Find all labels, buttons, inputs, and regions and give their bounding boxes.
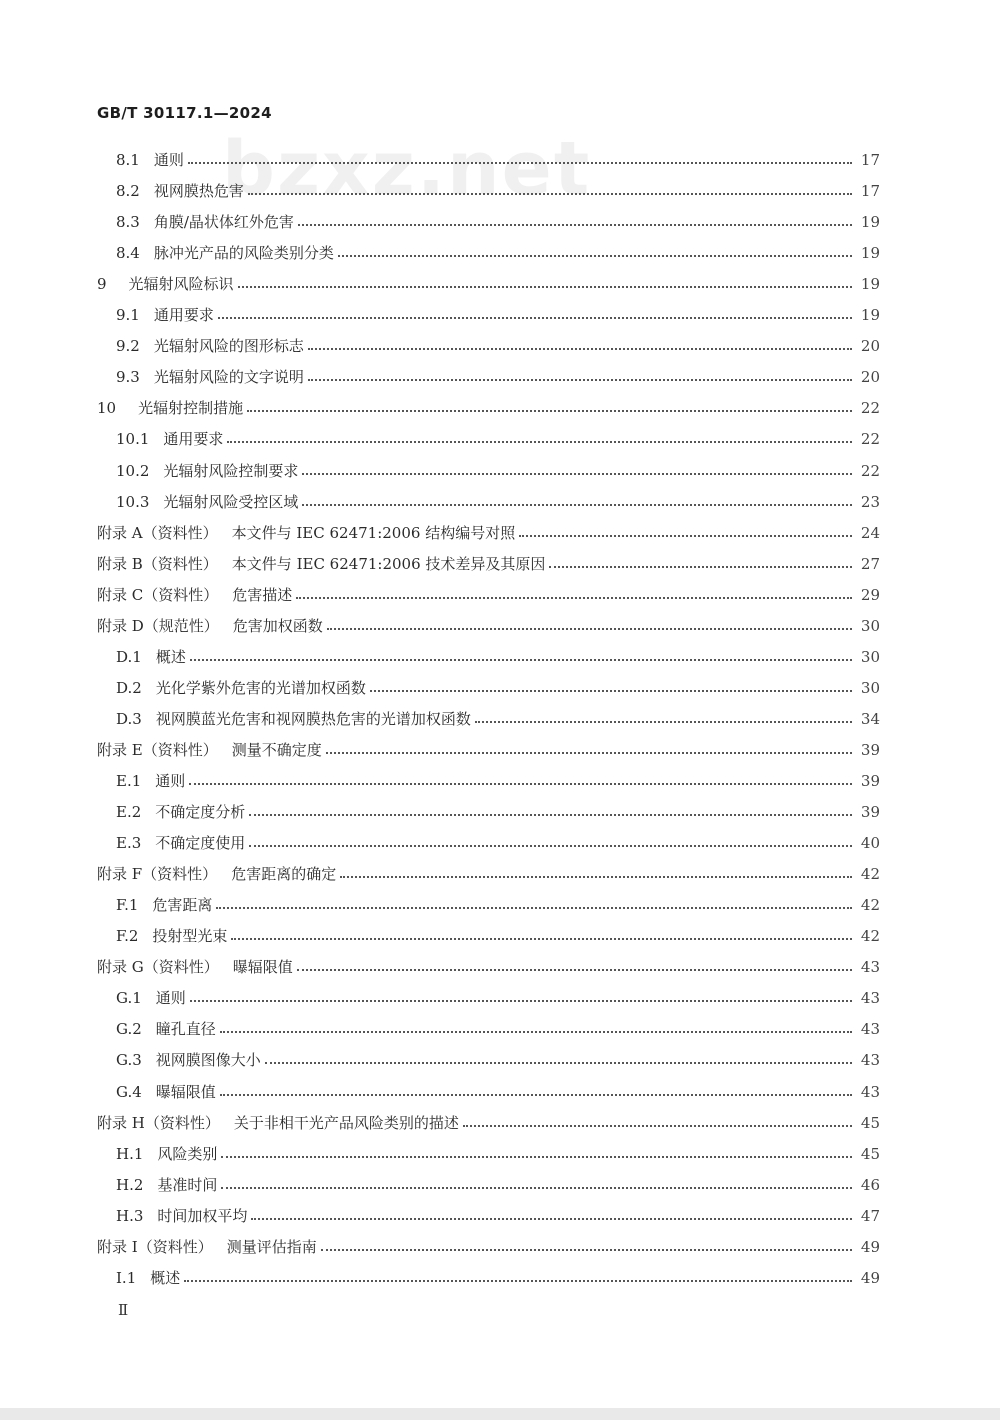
toc-entry-number: 附录 B（资料性）: [97, 554, 218, 573]
toc-entry-number: 附录 C（资料性）: [97, 585, 219, 604]
toc-entry-title: 风险类别: [157, 1144, 218, 1163]
toc-entry-page: 22: [860, 430, 880, 449]
toc-entry-title: 光辐射控制措施: [138, 399, 244, 418]
toc-entry-number: 9.2: [116, 337, 140, 356]
toc-entry[interactable]: [116, 1077, 880, 1108]
toc-entry[interactable]: [116, 300, 880, 331]
toc-entry[interactable]: [116, 797, 880, 828]
dot-leader: [549, 549, 852, 580]
toc-entry[interactable]: [116, 362, 880, 393]
toc-entry-number: 10.3: [116, 492, 150, 511]
toc-entry-number: H.2: [116, 1175, 144, 1194]
toc-entry-title: 光辐射风险标识: [128, 275, 234, 294]
toc-entry-title: 光辐射风险控制要求: [163, 461, 299, 480]
toc-entry-page: 19: [860, 275, 880, 294]
toc-entry[interactable]: [116, 487, 880, 518]
toc-entry-title: 视网膜蓝光危害和视网膜热危害的光谱加权函数: [155, 709, 471, 728]
dot-leader: [249, 797, 852, 828]
toc-entry-title: 通则: [155, 989, 186, 1008]
dot-leader: [218, 300, 852, 331]
dot-leader: [184, 1263, 852, 1294]
dot-leader: [475, 704, 852, 735]
toc-entry-page: 49: [860, 1268, 880, 1287]
toc-entry-number: 附录 A（资料性）: [97, 523, 218, 542]
toc-entry-number: 8.3: [116, 213, 140, 232]
dot-leader: [220, 1014, 852, 1045]
dot-leader: [221, 1139, 852, 1170]
toc-entry-number: G.1: [116, 989, 142, 1008]
toc-entry-title: 基准时间: [157, 1175, 218, 1194]
toc-entry-title: 危害描述: [232, 585, 293, 604]
toc-entry-number: E.3: [116, 834, 142, 853]
toc-entry-page: 17: [860, 151, 880, 169]
toc-entry-page: 45: [860, 1144, 880, 1163]
toc-entry[interactable]: [97, 393, 880, 424]
toc-entry-page: 20: [860, 337, 880, 356]
toc-entry[interactable]: [116, 331, 880, 362]
toc-entry-title: 危害距离: [152, 896, 213, 915]
dot-leader: [265, 1045, 852, 1076]
dot-leader: [327, 611, 852, 642]
dot-leader: [302, 456, 852, 487]
toc-entry[interactable]: [116, 1201, 880, 1232]
toc-entry[interactable]: [97, 859, 880, 890]
toc-entry-title: 光辐射风险的文字说明: [153, 368, 304, 387]
dot-leader: [308, 362, 852, 393]
toc-entry-title: 光辐射风险的图形标志: [153, 337, 304, 356]
toc-entry-title: 概述: [155, 647, 186, 666]
toc-entry-title: 脉冲光产品的风险类别分类: [153, 244, 334, 263]
toc-entry-number: 9: [97, 275, 107, 294]
toc-entry-page: 30: [860, 616, 880, 635]
toc-entry-number: 10: [97, 399, 117, 418]
toc-entry-title: 视网膜热危害: [153, 182, 244, 201]
dot-leader: [227, 424, 852, 455]
toc-entry-title: 测量不确定度: [231, 740, 322, 759]
toc-entry-page: 17: [860, 182, 880, 201]
toc-entry-title: 通则: [153, 151, 184, 169]
toc-entry[interactable]: [97, 269, 880, 300]
toc-entry-number: 附录 H（资料性）: [97, 1113, 220, 1132]
toc-entry-number: D.1: [116, 647, 142, 666]
toc-entry-number: I.1: [116, 1268, 137, 1287]
toc-entry-title: 本文件与 IEC 62471:2006 结构编号对照: [231, 523, 516, 542]
toc-entry-number: E.1: [116, 772, 142, 790]
toc-entry-page: 19: [860, 213, 880, 232]
toc-entry-number: H.3: [116, 1206, 144, 1225]
toc-entry-title: 危害距离的确定: [231, 865, 337, 884]
toc-entry-page: 42: [860, 896, 880, 915]
dot-leader: [190, 983, 852, 1014]
toc-entry-title: 瞳孔直径: [155, 1020, 216, 1039]
toc-entry[interactable]: [116, 1045, 880, 1076]
toc-entry-number: 10.1: [116, 430, 150, 449]
toc-entry-page: 24: [860, 523, 880, 542]
toc-entry-number: E.2: [116, 803, 142, 822]
toc-entry[interactable]: [116, 207, 880, 238]
toc-entry-number: G.4: [116, 1082, 142, 1101]
toc-entry[interactable]: [97, 1232, 880, 1263]
toc-entry-page: 27: [860, 554, 880, 573]
toc-entry-title: 角膜/晶状体红外危害: [153, 213, 294, 232]
toc-entry-title: 光化学紫外危害的光谱加权函数: [155, 678, 366, 697]
toc-entry-page: 20: [860, 368, 880, 387]
dot-leader: [297, 952, 852, 983]
toc-entry-page: 39: [860, 772, 880, 790]
viewer-bottom-edge: [0, 1408, 1000, 1420]
dot-leader: [519, 518, 852, 549]
dot-leader: [308, 331, 852, 362]
toc-entry-page: 39: [860, 740, 880, 759]
dot-leader: [238, 269, 852, 300]
toc-entry[interactable]: [116, 1139, 880, 1170]
dot-leader: [189, 766, 852, 797]
toc-entry-title: 不确定度使用: [155, 834, 246, 853]
dot-leader: [340, 859, 852, 890]
toc-entry[interactable]: [116, 424, 880, 455]
toc-entry-page: 43: [860, 1020, 880, 1039]
toc-entry-page: 23: [860, 492, 880, 511]
toc-entry[interactable]: [97, 952, 880, 983]
toc-entry-title: 曝辐限值: [155, 1082, 216, 1101]
dot-leader: [298, 207, 852, 238]
dot-leader: [220, 1077, 852, 1108]
dot-leader: [251, 1201, 852, 1232]
dot-leader: [338, 238, 852, 269]
toc-entry-title: 概述: [150, 1268, 181, 1287]
toc-entry[interactable]: [116, 238, 880, 269]
dot-leader: [463, 1108, 852, 1139]
toc-entry-title: 时间加权平均: [157, 1206, 248, 1225]
watermark: bzxz.net: [222, 126, 592, 212]
toc-entry-title: 测量评估指南: [226, 1237, 317, 1256]
dot-leader: [249, 828, 852, 859]
toc-entry-number: 9.1: [116, 306, 140, 325]
toc-entry-number: F.2: [116, 927, 139, 946]
toc-entry-page: 22: [860, 399, 880, 418]
toc-entry-number: 10.2: [116, 461, 150, 480]
toc-entry-number: 8.4: [116, 244, 140, 263]
toc-entry-page: 43: [860, 1051, 880, 1070]
toc-entry-number: 8.1: [116, 151, 140, 169]
toc-entry[interactable]: [116, 766, 880, 797]
toc-entry-page: 30: [860, 647, 880, 666]
dot-leader: [302, 487, 852, 518]
toc-entry-number: 附录 I（资料性）: [97, 1237, 213, 1256]
toc-entry[interactable]: [97, 611, 880, 642]
toc-entry[interactable]: [116, 145, 880, 176]
toc-entry-title: 光辐射风险受控区域: [163, 492, 299, 511]
toc-entry[interactable]: [97, 1108, 880, 1139]
toc-entry[interactable]: [116, 828, 880, 859]
toc-entry-page: 49: [860, 1237, 880, 1256]
toc-entry[interactable]: [97, 735, 880, 766]
toc-entry-title: 投射型光束: [152, 927, 228, 946]
toc-entry-page: 22: [860, 461, 880, 480]
dot-leader: [321, 1232, 852, 1263]
toc-entry-number: 附录 D（规范性）: [97, 616, 219, 635]
dot-leader: [221, 1170, 852, 1201]
toc-entry-number: G.2: [116, 1020, 142, 1039]
toc-entry-page: 39: [860, 803, 880, 822]
toc-entry-page: 34: [860, 709, 880, 728]
toc-entry[interactable]: [116, 704, 880, 735]
toc-entry-title: 本文件与 IEC 62471:2006 技术差异及其原因: [231, 554, 546, 573]
page-number-footer: Ⅱ: [118, 1301, 129, 1319]
toc-entry[interactable]: [116, 1170, 880, 1201]
toc-entry[interactable]: [116, 921, 880, 952]
toc-entry-page: 19: [860, 244, 880, 263]
toc-entry-number: 附录 F（资料性）: [97, 865, 218, 884]
toc-entry-page: 40: [860, 834, 880, 853]
toc-entry-title: 通用要求: [163, 430, 224, 449]
toc-entry-title: 关于非相干光产品风险类别的描述: [233, 1113, 459, 1132]
toc-entry-number: F.1: [116, 896, 139, 915]
toc-entry-page: 30: [860, 678, 880, 697]
toc-entry[interactable]: [116, 642, 880, 673]
toc-entry-title: 通则: [155, 772, 186, 790]
dot-leader: [296, 580, 852, 611]
toc-entry-page: 43: [860, 958, 880, 977]
dot-leader: [188, 145, 852, 176]
toc-entry-number: G.3: [116, 1051, 142, 1070]
toc-entry-page: 47: [860, 1206, 880, 1225]
toc-entry-page: 43: [860, 1082, 880, 1101]
toc-entry[interactable]: [116, 1263, 880, 1294]
dot-leader: [370, 673, 852, 704]
toc-entry-title: 危害加权函数: [232, 616, 323, 635]
document-code: GB/T 30117.1—2024: [97, 104, 272, 122]
toc-entry[interactable]: [116, 456, 880, 487]
dot-leader: [247, 393, 852, 424]
toc-entry[interactable]: [116, 1014, 880, 1045]
toc-entry-title: 视网膜图像大小: [155, 1051, 261, 1070]
toc-entry-number: 附录 G（资料性）: [97, 958, 219, 977]
toc-entry[interactable]: [97, 580, 880, 611]
dot-leader: [216, 890, 852, 921]
toc-entry-title: 通用要求: [153, 306, 214, 325]
dot-leader: [248, 176, 852, 207]
toc-entry-number: 附录 E（资料性）: [97, 740, 218, 759]
dot-leader: [326, 735, 852, 766]
toc-entry[interactable]: [97, 549, 880, 580]
toc-entry-title: 不确定度分析: [155, 803, 246, 822]
toc-entry[interactable]: [97, 518, 880, 549]
toc-entry-number: 9.3: [116, 368, 140, 387]
dot-leader: [190, 642, 852, 673]
toc-entry-page: 46: [860, 1175, 880, 1194]
toc-entry-number: 8.2: [116, 182, 140, 201]
toc-entry-number: H.1: [116, 1144, 144, 1163]
toc-entry-number: D.3: [116, 709, 142, 728]
toc-entry-page: 43: [860, 989, 880, 1008]
toc-entry-page: 42: [860, 927, 880, 946]
toc-entry-page: 29: [860, 585, 880, 604]
toc-entry[interactable]: [116, 890, 880, 921]
toc-entry[interactable]: [116, 673, 880, 704]
toc-entry-page: 42: [860, 865, 880, 884]
toc-entry-title: 曝辐限值: [232, 958, 293, 977]
dot-leader: [231, 921, 852, 952]
toc-entry[interactable]: [116, 176, 880, 207]
toc-entry-page: 19: [860, 306, 880, 325]
toc-entry-number: D.2: [116, 678, 142, 697]
toc-entry-page: 45: [860, 1113, 880, 1132]
toc-entry[interactable]: [116, 983, 880, 1014]
